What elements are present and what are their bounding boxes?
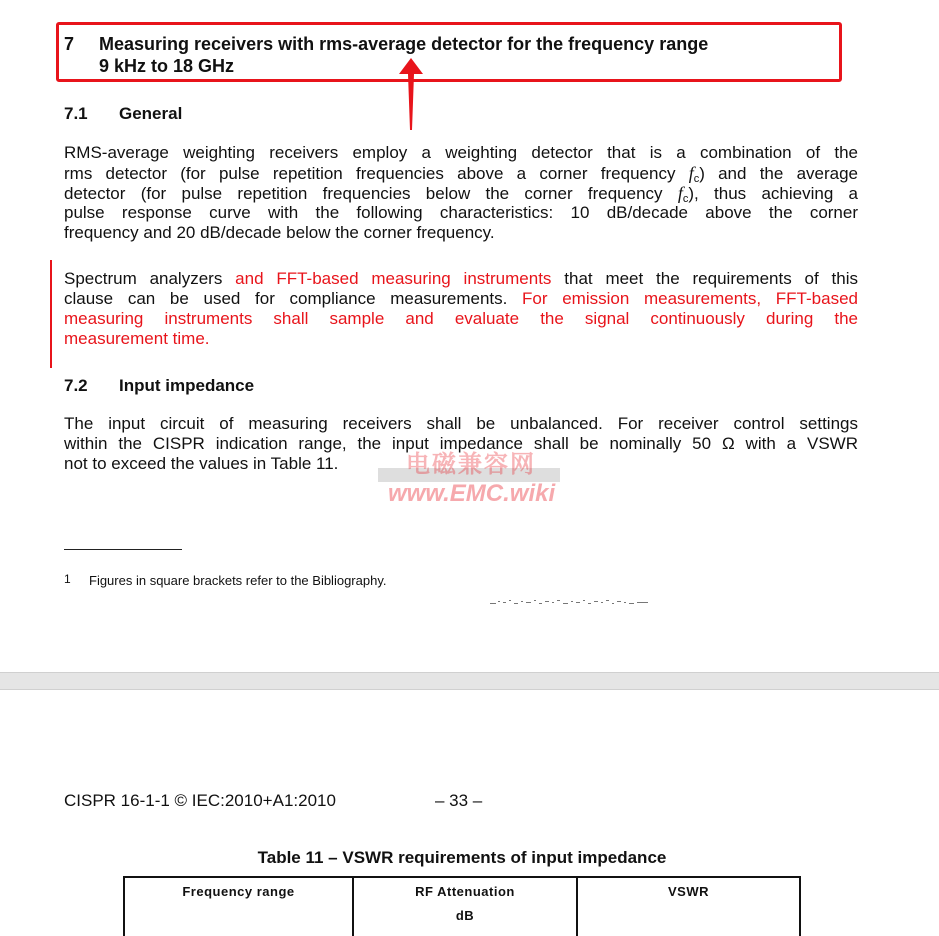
page-separator [0,672,939,690]
paragraph-line: detector (for pulse repetition frequencies below the corner frequency $f_c$), thus achieving a [64,183,859,205]
table-header-cell [354,878,578,936]
paragraph-line: rms detector (for pulse repetition frequencies above a corner frequency $f_c$) and the average [64,163,859,185]
paragraph-line: not to exceed the values in Table 11. [64,454,339,473]
table-header-cell [578,878,799,936]
paragraph-line: pulse response curve with the following characteristics: 10 dB/decade above the corner [64,203,858,222]
heading-title-line-2: 9 kHz to 18 GHz [99,56,235,76]
paragraph-line: RMS-average weighting receivers employ a weighting detector that is a combination of the [64,143,858,162]
paragraph-line: clause can be used for compliance measurements. For emission measurements, FFT-based [64,289,858,308]
section-7-2-number: 7.2 [64,376,88,395]
amended-text: For emission measurements, FFT-based [522,289,858,308]
watermark-text-chinese: 电磁兼容网 [406,451,536,478]
amended-text: and FFT-based measuring instruments [235,269,552,288]
paragraph-line: within the CISPR indication range, the input impedance shall be nominally 50 Ω with a VSWR [64,434,858,453]
amended-text-line: measuring instruments shall sample and evaluate the signal continuously during the [64,309,858,328]
paragraph-7-1-general [64,143,858,243]
table-header-cell [125,878,354,936]
section-7-2-title: Input impedance [119,376,255,395]
corner-frequency-symbol: f [688,163,694,183]
scan-artifact [490,596,648,608]
page-number: – 33 – [435,791,483,810]
paragraph-line: frequency and 20 dB/decade below the corner frequency. [64,223,495,242]
paragraph-line: The input circuit of measuring receivers shall be unbalanced. For receiver control settings [64,414,858,433]
section-7-1-title: General [119,104,183,123]
heading-title-line-1: Measuring receivers with rms-average detector for the frequency range [99,34,709,54]
document-page-2 [0,690,939,936]
corner-frequency-symbol: f [677,183,683,203]
footnote-number: 1 [64,572,71,586]
column-header-rf-attenuation: RF Attenuation [415,884,515,899]
paragraph-line: Spectrum analyzers and FFT-based measuring instruments that meet the requirements of this [64,269,859,288]
column-header-unit: dB [455,908,475,923]
vswr-table [123,876,801,936]
paragraph-spectrum-analyzers [64,269,858,349]
revision-change-bar [50,260,52,368]
amended-text-line: measurement time. [64,329,210,348]
footnote-separator [64,549,182,550]
heading-number: 7 [64,34,75,54]
column-header-vswr: VSWR [668,884,709,899]
table-caption: Table 11 – VSWR requirements of input impedance [257,848,667,867]
watermark-text-url: www.EMC.wiki [388,480,556,507]
section-7-1-number: 7.1 [64,104,88,123]
footnote-text: Figures in square brackets refer to the Bibliography. [89,573,387,588]
red-arrow-annotation-icon [398,58,424,130]
document-reference: CISPR 16-1-1 © IEC:2010+A1:2010 [64,791,336,810]
column-header-frequency-range: Frequency range [182,884,295,899]
